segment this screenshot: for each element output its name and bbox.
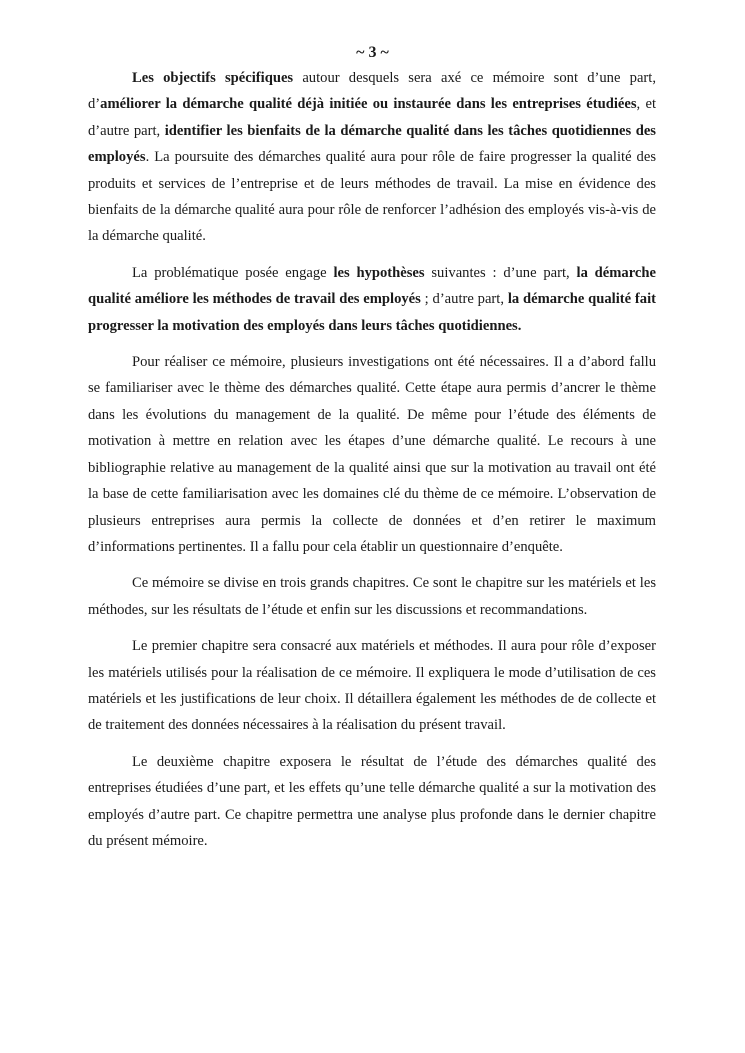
bold-text-run: la démarche qualité améliore les méthodes de travail des employés — [88, 264, 656, 308]
text-run: . La poursuite des démarches qualité aura pour rôle de faire progresser la qualité des produits et services de l’entreprise et de leurs méthodes de travail. La mise en évidence des bienfaits de la démarche qualité aura pour rôle de renforcer l’adhésion des employés vis-à-vis de la démarche qualité. — [88, 149, 656, 245]
paragraph — [88, 65, 656, 250]
page-number: ~ 3 ~ — [356, 44, 389, 61]
paragraph — [88, 633, 656, 739]
text-run: Ce mémoire se divise en trois grands chapitres. Ce sont le chapitre sur les matériels et les méthodes, sur les résultats de l’étude et enfin sur les discussions et recommandations. — [88, 575, 656, 618]
text-run: , et d’autre part, — [88, 96, 656, 139]
text-run: suivantes : d’une part, — [424, 264, 577, 281]
paragraph — [88, 570, 656, 623]
body-text — [88, 65, 656, 864]
text-run: Pour réaliser ce mémoire, plusieurs investigations ont été nécessaires. Il a d’abord fallu se familiariser avec le thème des démarches qualité. Cette étape aura permis d’ancrer le thème dans les évolutions du management de la qualité. De même pour l’étude des éléments de motivation à mettre en relation avec les étapes d’une démarche qualité. Le recours à une bibliographie relative au management de la qualité ainsi que sur la motivation au travail ont été la base de cette familiarisation avec les domaines clé du thème de ce mémoire. L’observation de plusieurs entreprises aura permis la collecte de données et d’en retirer le maximum d’informations pertinentes. Il a fallu pour cela établir un questionnaire d’enquête. — [88, 354, 656, 555]
bold-text-run: améliorer la démarche qualité déjà initiée ou instaurée dans les entreprises étudiées — [100, 96, 637, 113]
bold-text-run: identifier les bienfaits de la démarche qualité dans les tâches quotidiennes des employés — [88, 122, 656, 166]
paragraph — [88, 260, 656, 339]
bold-text-run: Les objectifs spécifiques — [132, 70, 294, 86]
text-run: Le premier chapitre sera consacré aux matériels et méthodes. Il aura pour rôle d’exposer les matériels utilisés pour la réalisation de ce mémoire. Il expliquera le mode d’utilisation de ces matériels et les justifications de leur choix. Il détaillera également les méthodes de de collecte et de traitement des données nécessaires à la réalisation du présent travail. — [88, 638, 656, 734]
text-run: ; d’autre part, — [420, 291, 508, 308]
text-run: Le deuxième chapitre exposera le résultat de l’étude des démarches qualité des entreprises étudiées d’une part, et les effets qu’une telle démarche qualité a sur la motivation des employés d’autre part. Ce chapitre permettra une analyse plus profonde dans le dernier chapitre du présent mémoire. — [88, 753, 656, 849]
text-run: autour desquels sera axé ce mémoire sont d’une part, d’ — [88, 70, 656, 113]
paragraph — [88, 349, 656, 560]
text-run: La problématique posée engage — [132, 264, 334, 281]
paragraph — [88, 749, 656, 855]
bold-text-run: la démarche qualité fait progresser la motivation des employés dans leurs tâches quotidiennes. — [88, 291, 656, 334]
bold-text-run: les hypothèses — [333, 264, 425, 281]
